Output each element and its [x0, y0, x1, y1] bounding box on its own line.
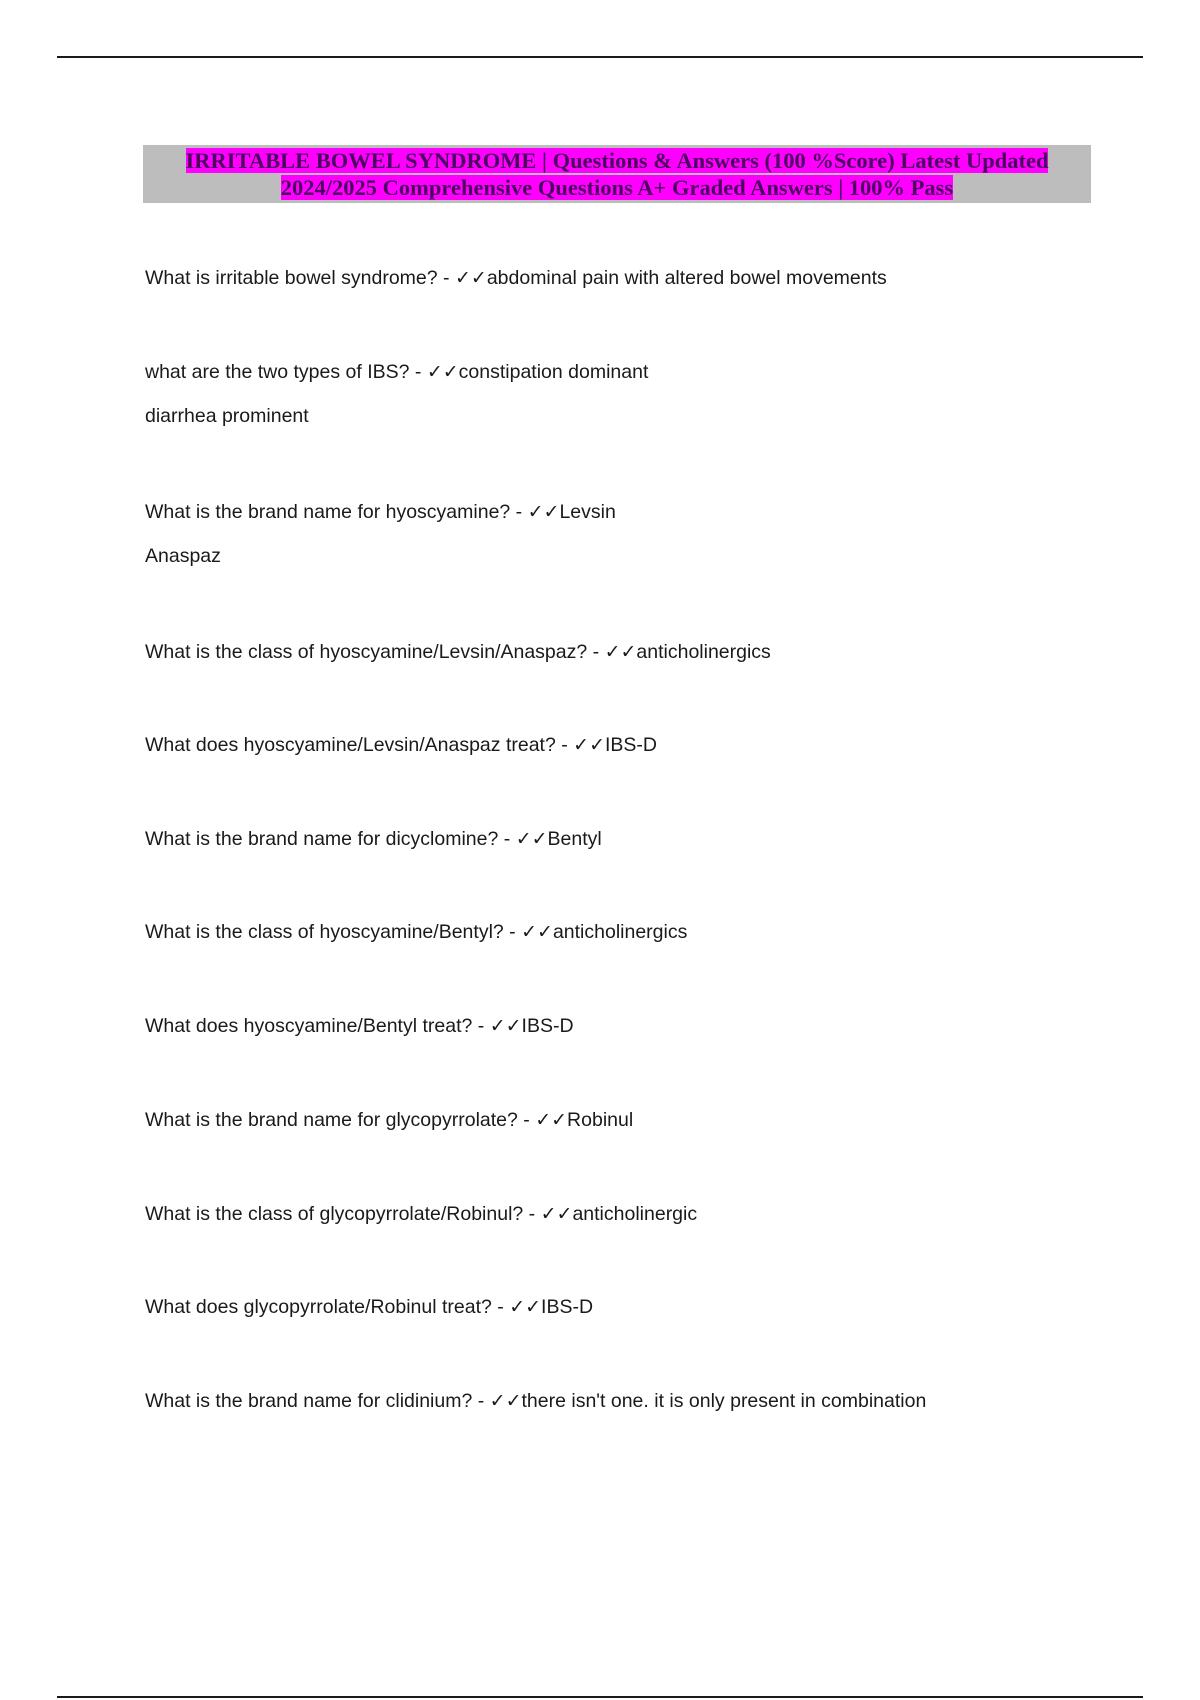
double-check-icon: ✓✓: [515, 828, 548, 850]
question-text: What is the brand name for hyoscyamine?: [145, 501, 511, 523]
answer-continuation: Anaspaz: [145, 545, 221, 567]
answer-text: IBS-D: [541, 1296, 594, 1318]
question-text: What is the brand name for clidinium?: [145, 1390, 473, 1412]
title-line-2: 2024/2025 Comprehensive Questions A+ Graded Answers | 100% Pass: [280, 175, 954, 200]
double-check-icon: ✓✓: [573, 734, 605, 756]
answer-text: IBS-D: [521, 1015, 574, 1037]
qa-item: [145, 733, 1145, 757]
separator: -: [523, 1203, 541, 1225]
question-text: What is the brand name for glycopyrrolate?: [145, 1109, 518, 1131]
double-check-icon: ✓✓: [489, 1390, 522, 1412]
qa-item: [145, 360, 1145, 428]
qa-item: [145, 1014, 1145, 1038]
separator: -: [409, 361, 427, 383]
separator: -: [472, 1015, 490, 1037]
qa-item: [145, 1295, 1145, 1319]
double-check-icon: ✓✓: [604, 641, 637, 663]
document-title: [143, 145, 1091, 203]
question-text: what are the two types of IBS?: [145, 361, 410, 383]
question-text: What is the class of hyoscyamine/Levsin/Anaspaz?: [145, 641, 588, 663]
answer-text: constipation dominant: [458, 361, 649, 383]
answer-text: anticholinergic: [572, 1203, 698, 1225]
answer-text: IBS-D: [605, 734, 658, 756]
question-text: What does glycopyrrolate/Robinul treat?: [145, 1296, 492, 1318]
answer-text: Bentyl: [547, 828, 602, 850]
separator: -: [517, 1109, 536, 1131]
answer-text: there isn't one. it is only present in combination: [521, 1390, 927, 1412]
question-text: What is the class of glycopyrrolate/Robinul?: [145, 1203, 524, 1225]
qa-item: [145, 1202, 1145, 1226]
double-check-icon: ✓✓: [454, 267, 487, 289]
answer-text: Robinul: [567, 1109, 634, 1131]
double-check-icon: ✓✓: [540, 1203, 573, 1225]
answer-text: anticholinergics: [552, 921, 688, 943]
double-check-icon: ✓✓: [509, 1296, 542, 1318]
question-text: What does hyoscyamine/Bentyl treat?: [145, 1015, 473, 1037]
separator: -: [498, 828, 516, 850]
qa-item: [145, 266, 1145, 290]
title-line-1: IRRITABLE BOWEL SYNDROME | Questions & Answers (100 %Score) Latest Updated: [185, 148, 1049, 173]
question-text: What is the class of hyoscyamine/Bentyl?: [145, 921, 504, 943]
question-text: What is the brand name for dicyclomine?: [145, 828, 499, 850]
separator: -: [510, 501, 528, 523]
question-text: What is irritable bowel syndrome?: [145, 267, 438, 289]
qa-item: [145, 827, 1145, 851]
top-divider: [57, 56, 1143, 58]
double-check-icon: ✓✓: [489, 1015, 522, 1037]
answer-continuation: diarrhea prominent: [145, 405, 309, 427]
separator: -: [587, 641, 605, 663]
double-check-icon: ✓✓: [426, 361, 459, 383]
answer-text: Levsin: [559, 501, 616, 523]
double-check-icon: ✓✓: [527, 501, 560, 523]
bottom-divider: [57, 1696, 1143, 1698]
separator: -: [491, 1296, 510, 1318]
double-check-icon: ✓✓: [535, 1109, 568, 1131]
separator: -: [472, 1390, 490, 1412]
qa-item: [145, 1108, 1145, 1132]
qa-item: [145, 640, 1145, 664]
answer-text: anticholinergics: [636, 641, 771, 663]
double-check-icon: ✓✓: [521, 921, 553, 943]
qa-item: [145, 500, 1145, 568]
answer-text: abdominal pain with altered bowel movements: [486, 267, 887, 289]
qa-item: [145, 1389, 1145, 1413]
question-text: What does hyoscyamine/Levsin/Anaspaz treat?: [145, 734, 556, 756]
separator: -: [437, 267, 455, 289]
separator: -: [555, 734, 574, 756]
qa-item: [145, 920, 1145, 944]
separator: -: [503, 921, 522, 943]
